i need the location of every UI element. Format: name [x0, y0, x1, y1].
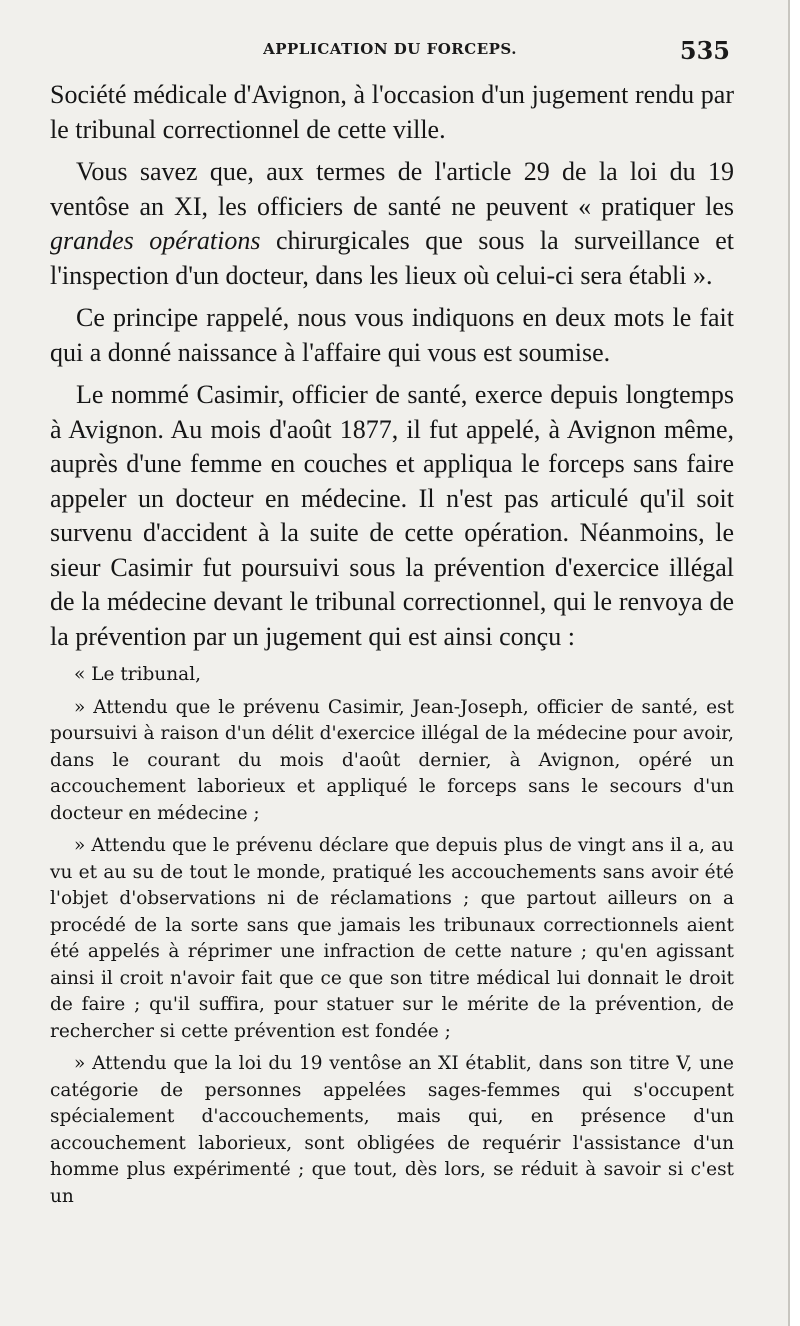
paragraph-continuation: Société médicale d'Avignon, à l'occasion d'un jugement rendu par le tribunal correctionnel de cette ville.	[50, 80, 734, 144]
paragraph-text: Vous savez que, aux termes de l'article 29 de la loi du 19 ventôse an XI, les officiers de santé ne peuvent « pratiquer les	[50, 157, 734, 221]
page-number: 535	[679, 36, 730, 65]
page-header	[50, 36, 730, 72]
quote-paragraph: » Attendu que le prévenu Casimir, Jean-Joseph, officier de santé, est poursuivi à raison d'un délit d'exercice illégal de la médecine pour avoir, dans le courant du mois d'août dernier, à Avignon, opéré un accouchement laborieux et appliqué le forceps sans le secours d'un docteur en médecine ;	[50, 696, 734, 824]
judgment-quote	[50, 662, 734, 1210]
paragraph-law-article	[50, 155, 734, 293]
quote-paragraph: » Attendu que le prévenu déclare que depuis plus de vingt ans il a, au vu et au su de tout le monde, pratiqué les accouchements sans avoir été l'objet d'observations ni de réclamations ; que partout ailleurs on a procédé de la sorte sans que jamais les tribunaux correctionnels aient été appelés à réprimer une infraction de cette nature ; qu'en agissant ainsi il croit n'avoir fait que ce que son titre médical lui donnait le droit de faire ; qu'il suffira, pour statuer sur le mérite de la prévention, de rechercher si cette prévention est fondée ;	[50, 835, 734, 1042]
running-title: APPLICATION DU FORCEPS.	[263, 40, 517, 58]
emphasized-text: grandes opérations	[50, 226, 261, 255]
quote-paragraph: » Attendu que la loi du 19 ventôse an XI établit, dans son titre V, une catégorie de personnes appelées sages-femmes qui s'occupent spécialement d'accouchements, mais qui, en présence d'un accouchement laborieux, sont obligées de requérir l'assistance d'un homme plus expérimenté ; que tout, dès lors, se réduit à savoir si c'est un	[50, 1053, 734, 1207]
paragraph-text: chirurgicales que sous la surveillance et l'inspection d'un docteur, dans les lieux où celui-ci sera établi ».	[50, 226, 734, 290]
quote-opening: « Le tribunal,	[74, 664, 202, 685]
paragraph-case-facts: Le nommé Casimir, officier de santé, exerce depuis longtemps à Avignon. Au mois d'août 1877, il fut appelé, à Avignon même, auprès d'une femme en couches et appliqua le forceps sans faire appeler un docteur en médecine. Il n'est pas articulé qu'il soit survenu d'accident à la suite de cette opération. Néanmoins, le sieur Casimir fut poursuivi sous la prévention d'exercice illégal de la médecine devant le tribunal correctionnel, qui le renvoya de la prévention par un jugement qui est ainsi conçu :	[50, 380, 734, 651]
paragraph-principle: Ce principe rappelé, nous vous indiquons en deux mots le fait qui a donné naissance à l'affaire qui vous est soumise.	[50, 303, 734, 367]
page-body	[50, 78, 734, 1210]
